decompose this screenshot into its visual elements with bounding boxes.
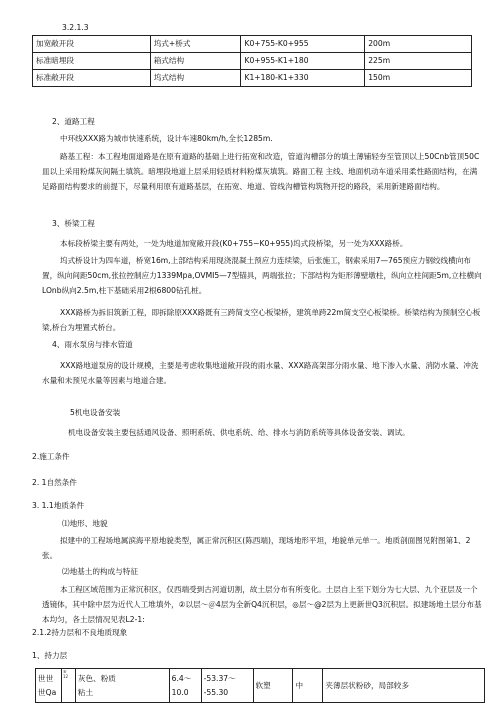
table-row (36, 669, 485, 703)
table-cell: 坞式+桥式 (150, 36, 241, 53)
description-line: 灰色、粉质 (77, 673, 116, 683)
table-cell: 标准敞开段 (33, 70, 151, 87)
section-title: 4、雨水泵房与排水管道 (52, 340, 133, 349)
subsection-title: 2.1.2持力层和不良地质现象 (32, 628, 128, 637)
density-cell: 中 (293, 669, 323, 703)
table-cell: 箱式结构 (150, 53, 241, 70)
layer-code-cell: 世世世Qa (36, 669, 62, 703)
paragraph (42, 149, 482, 194)
table-cell: 200m (365, 36, 472, 53)
table-cell: K1+180-K1+330 (241, 70, 365, 87)
table-row (33, 53, 472, 70)
paragraph-text: 坞式桥设计为四车道，桥宽16m,上部结构采用现浇混凝土预应力连续梁，后张施工，钢索采用7—765预应力钢绞线横向布置，纵向间距50cm,张拉控制应力1339Mpa,OVMI5—7型锚具，两端张拉；下部结构为矩形薄壁墩柱，纵向立柱间距5m,立柱横向LOnb纵向2.5m,柱下基础采用2根6800钻孔桩。 (42, 256, 482, 295)
segment-table (32, 35, 472, 87)
paragraph (42, 305, 482, 335)
depth-line: 10.0 (171, 687, 189, 697)
section-number: 3.2.1.3 (62, 23, 89, 32)
chapter-title: 2.施工条件 (32, 452, 70, 461)
paragraph-text: XXX路地道泵房的设计规模，主要是考虑收集地道敞开段的雨水量、XXX路高架部分雨水量、地下渗入水量、消防水量、冲洗水量和未预见水量等因素与地道合建。 (42, 361, 479, 385)
elevation-line: -53.37～ (203, 673, 236, 683)
depth-cell (169, 669, 201, 703)
item-title: ⑴地形、地貌 (62, 519, 108, 528)
paragraph-text: 本工程区域范围为正常沉积区，仅西端受到古河道切割，故土层分布有所变化。土层自上至下划分为七大层、九个亚层及一个透镜体，其中除中层为近代人工堆填外，②以层～＠4层为全新Q4沉积层，◎层～@2层为上更新世Q3沉积层。拟建场地土层分布基本均匀，各土层情况见表L2-1: (42, 585, 482, 624)
table-cell: K0+955-K1+180 (241, 53, 365, 70)
table-cell: 坞式结构 (150, 70, 241, 87)
section-title: 2、道路工程 (52, 117, 95, 126)
paragraph (42, 425, 482, 440)
table-row (33, 70, 472, 87)
subsection-title: 2. 1自然条件 (32, 478, 77, 487)
paragraph-text: 机电设备安装主要包括通风设备、照明系统、供电系统、给、排水与消防系统等具体设备安装、调试。 (68, 428, 410, 437)
paragraph-text: 本标段桥梁主要有两处，一处为地道加宽敞开段(K0+755~K0+955)坞式段桥梁，另一处为XXX路桥。 (60, 239, 408, 248)
paragraph-text: 路基工程：本工程地面道路是在原有道路的基础上进行拓宽和改造，管道沟槽部分的填土薄铺轻夯至管顶以上50Cnb管顶50C皿以上采用粉煤灰间隔土填筑。暗埋段地道上层采用轻质材料粉煤灰填筑。路面工程 主线、地面机动车道采用柔性路面结构，在满足路面结构要求的前提下，尽量利用原有道路基层，在拓宽、地道、管线沟槽管构筑物开挖的路段，采用新建路面结构。 (42, 152, 480, 191)
elevation-line: -55.30 (203, 687, 229, 697)
soil-layer-table (35, 668, 485, 703)
table-cell: 加宽敞开段 (33, 36, 151, 53)
layer-number: 12 (62, 674, 69, 679)
subsection-title: 1、持力层 (32, 651, 68, 660)
table-row (33, 36, 472, 53)
paragraph (42, 358, 482, 388)
elevation-cell (201, 669, 253, 703)
section-title: 5机电设备安装 (70, 408, 121, 417)
table-cell: 225m (365, 53, 472, 70)
table-cell: 150m (365, 70, 472, 87)
subsection-title: 3. 1.1地质条件 (32, 501, 85, 510)
paragraph-text: 拟建中的工程场地属滨海平原地貌类型，属正常沉积区(陈西端)，现场地形平坦，地貌单元单一。地质剖面图见附图第1、2张。 (42, 536, 471, 560)
paragraph (42, 236, 482, 251)
paragraph (42, 533, 482, 563)
paragraph-text: XXX路桥为拆旧筑新工程，即拆除原XXX路既有三跨简支空心板梁桥，建筑单跨22m简支空心板梁桥。桥梁结构为预制空心板梁,桥台为埋置式桥台。 (42, 308, 481, 332)
paragraph-text: 中环线XXX路为城市快速系统，设计车速80km/h,全长1285m. (60, 134, 273, 143)
paragraph (42, 131, 482, 146)
description-line: 粘土 (77, 687, 94, 697)
table-cell: 标准暗埋段 (33, 53, 151, 70)
paragraph (42, 253, 482, 298)
description-cell (75, 669, 169, 703)
paragraph (42, 582, 482, 627)
section-title: 3、桥梁工程 (52, 219, 95, 228)
state-cell: 软塑 (253, 669, 293, 703)
table-cell: K0+755-K0+955 (241, 36, 365, 53)
item-title: ⑵地基土的构成与特征 (62, 567, 138, 576)
layer-number: ⑥ (62, 669, 67, 674)
layer-number-cell (61, 669, 75, 703)
depth-line: 6.4～ (171, 673, 192, 683)
note-cell: 夹薄层状粉砂，局部较多 (323, 669, 485, 703)
